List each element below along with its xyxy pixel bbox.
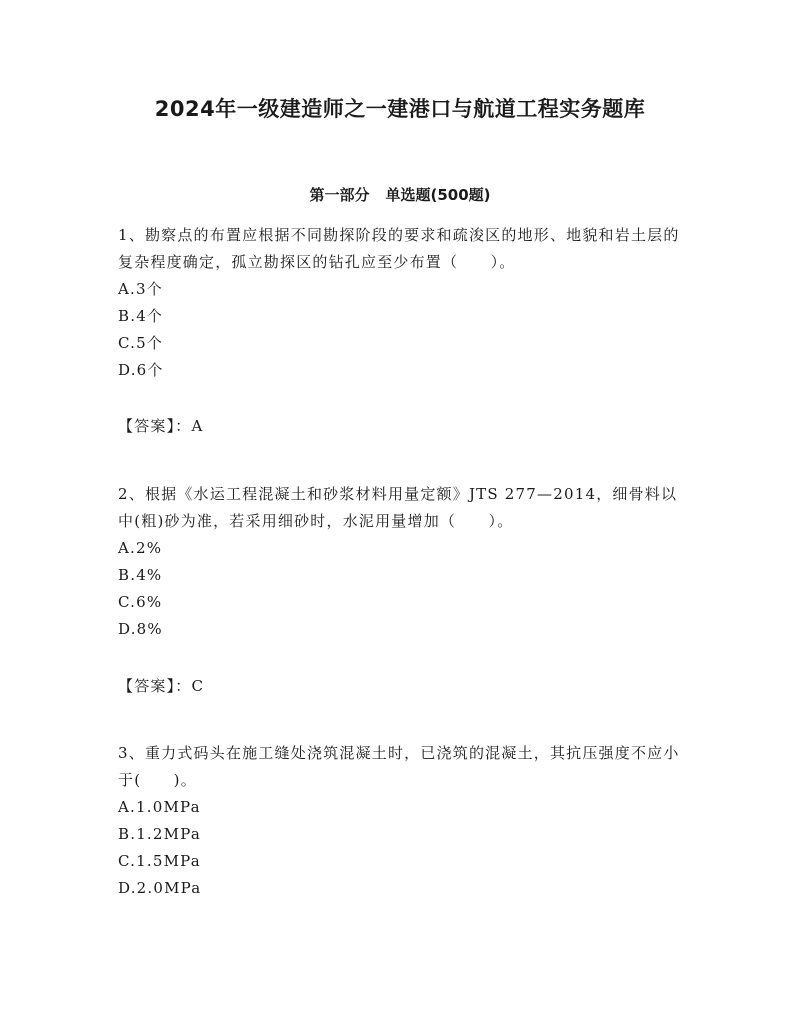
question-1 (118, 222, 688, 384)
section-part: 第一部分 (309, 186, 370, 204)
option-list (118, 535, 688, 643)
option-list (118, 276, 688, 384)
question-stem: 1、勘察点的布置应根据不同勘探阶段的要求和疏浚区的地形、地貌和岩土层的复杂程度确定，孤立勘探区的钻孔应至少布置（ ）。 (118, 226, 680, 271)
question-2 (118, 481, 688, 643)
option-d: D.6个 (118, 361, 164, 379)
question-3 (118, 740, 688, 902)
section-name: 单选题(500题) (385, 186, 491, 204)
document-title: 2024年一级建造师之一建港口与航道工程实务题库 (154, 97, 646, 121)
option-c: C.5个 (118, 334, 164, 352)
option-d: D.8% (118, 620, 163, 638)
option-b: B.1.2MPa (118, 825, 201, 843)
question-stem: 2、根据《水运工程混凝土和砂浆材料用量定额》JTS 277—2014，细骨料以中(粗)砂为准，若采用细砂时，水泥用量增加（ ）。 (118, 485, 678, 530)
section-heading (0, 183, 800, 207)
option-a: A.1.0MPa (118, 798, 201, 816)
option-d: D.2.0MPa (118, 879, 202, 897)
option-c: C.6% (118, 593, 163, 611)
option-c: C.1.5MPa (118, 852, 201, 870)
option-list (118, 794, 688, 902)
option-b: B.4个 (118, 307, 164, 325)
option-a: A.2% (118, 539, 163, 557)
answer-2: 【答案】：C (118, 677, 205, 695)
option-a: A.3个 (118, 280, 163, 298)
answer-1: 【答案】：A (118, 417, 204, 435)
option-b: B.4% (118, 566, 163, 584)
question-stem: 3、重力式码头在施工缝处浇筑混凝土时，已浇筑的混凝土，其抗压强度不应小于( )。 (118, 744, 680, 789)
